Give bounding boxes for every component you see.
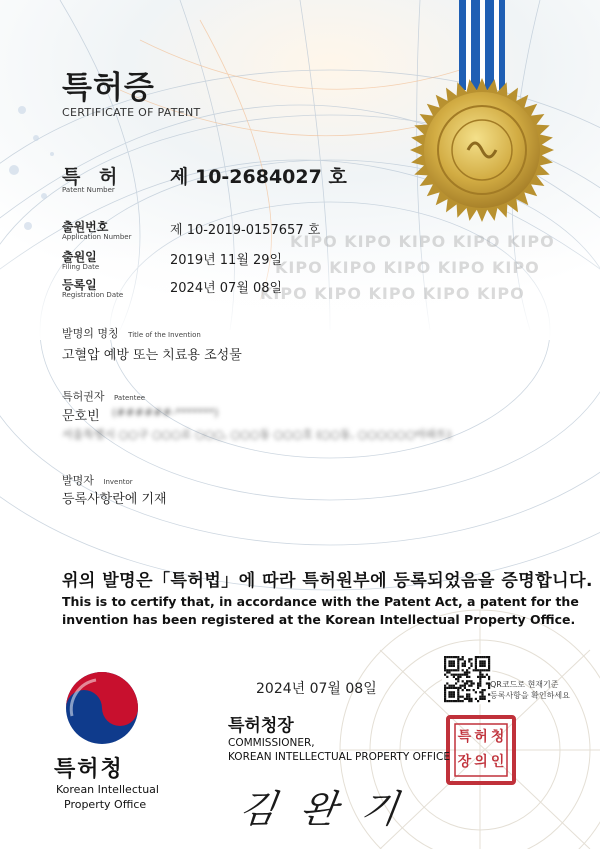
statement-en-line1: This is to certify that, in accordance with the Patent Act, a patent for the	[62, 594, 579, 609]
official-seal-text	[456, 725, 506, 775]
kipo-name-kr: 특허청	[54, 757, 124, 782]
filing-date-label: 출원일	[62, 250, 97, 264]
invention-title: 고혈압 예방 또는 치료용 조성물	[62, 348, 242, 363]
certificate-title-en: CERTIFICATE OF PATENT	[62, 106, 201, 119]
inventor-value: 등록사항란에 기재	[62, 492, 167, 507]
seal-char: 장	[457, 754, 472, 770]
filing-date-label-en: Filing Date	[62, 263, 100, 271]
certificate-title-kr: 특허증	[62, 70, 155, 106]
invention-label-kr: 발명의 명칭	[62, 327, 119, 340]
patent-number-label: 특 허	[62, 166, 124, 188]
inventor-label-en: Inventor	[103, 478, 133, 486]
inventor-label-kr: 발명자	[62, 474, 94, 487]
kipo-name-en-line2: Property Office	[64, 798, 147, 811]
seal-char: 청	[490, 729, 505, 745]
inventor-label	[62, 472, 133, 488]
qr-note-line1: QR코드로 현재기준	[490, 680, 559, 689]
taegeuk-logo-icon	[66, 672, 138, 744]
application-number-label-en: Application Number	[62, 233, 132, 241]
invention-label-en: Title of the Invention	[128, 331, 201, 339]
registration-date-label: 등록일	[62, 278, 97, 292]
statement-en-line2: invention has been registered at the Korean Intellectual Property Office.	[62, 612, 576, 627]
seal-char: 의	[474, 754, 488, 770]
patent-number-label-en: Patent Number	[62, 186, 115, 194]
issue-date: 2024년 07월 08일	[256, 681, 377, 697]
patentee-address-redacted: 서울특별시 ○○구 ○○○로 ○○○, ○○○동 ○○○호 (○○동, ○○○○○○아파트)	[62, 428, 452, 441]
qr-code-icon[interactable]	[442, 654, 492, 704]
seal-char: 인	[490, 754, 505, 770]
kipo-name-en-line1: Korean Intellectual	[56, 783, 159, 796]
watermark-text: KIPO KIPO KIPO KIPO KIPO	[275, 258, 540, 277]
patentee-id-redacted: (######-*******)	[112, 406, 219, 419]
patentee-label	[62, 388, 145, 404]
application-number-label: 출원번호	[62, 220, 109, 234]
application-number-value: 제 10-2019-0157657 호	[170, 223, 321, 238]
registration-date-label-en: Registration Date	[62, 291, 124, 299]
commissioner-title-kr: 특허청장	[228, 716, 294, 736]
filing-date-value: 2019년 11월 29일	[170, 253, 283, 268]
commissioner-signature: 김 완 기	[236, 787, 407, 831]
qr-note-line2: 등록사항을 확인하세요	[490, 691, 570, 700]
patentee-name: 문호빈	[62, 409, 100, 424]
commissioner-title-en-line2: KOREAN INTELLECTUAL PROPERTY OFFICE	[228, 751, 450, 763]
registration-date-value: 2024년 07월 08일	[170, 281, 283, 296]
patentee-label-kr: 특허권자	[62, 390, 105, 403]
patent-number-value: 제 10-2684027 호	[170, 166, 347, 188]
invention-label	[62, 325, 201, 341]
statement-kr: 위의 발명은「특허법」에 따라 특허원부에 등록되었음을 증명합니다.	[62, 571, 593, 591]
commissioner-title-en-line1: COMMISSIONER,	[228, 737, 315, 749]
watermark-text: KIPO KIPO KIPO KIPO KIPO	[290, 232, 555, 251]
watermark-text: KIPO KIPO KIPO KIPO KIPO	[260, 284, 525, 303]
patentee-label-en: Patentee	[114, 394, 146, 402]
seal-char: 특	[457, 729, 472, 745]
seal-char: 허	[474, 729, 488, 745]
